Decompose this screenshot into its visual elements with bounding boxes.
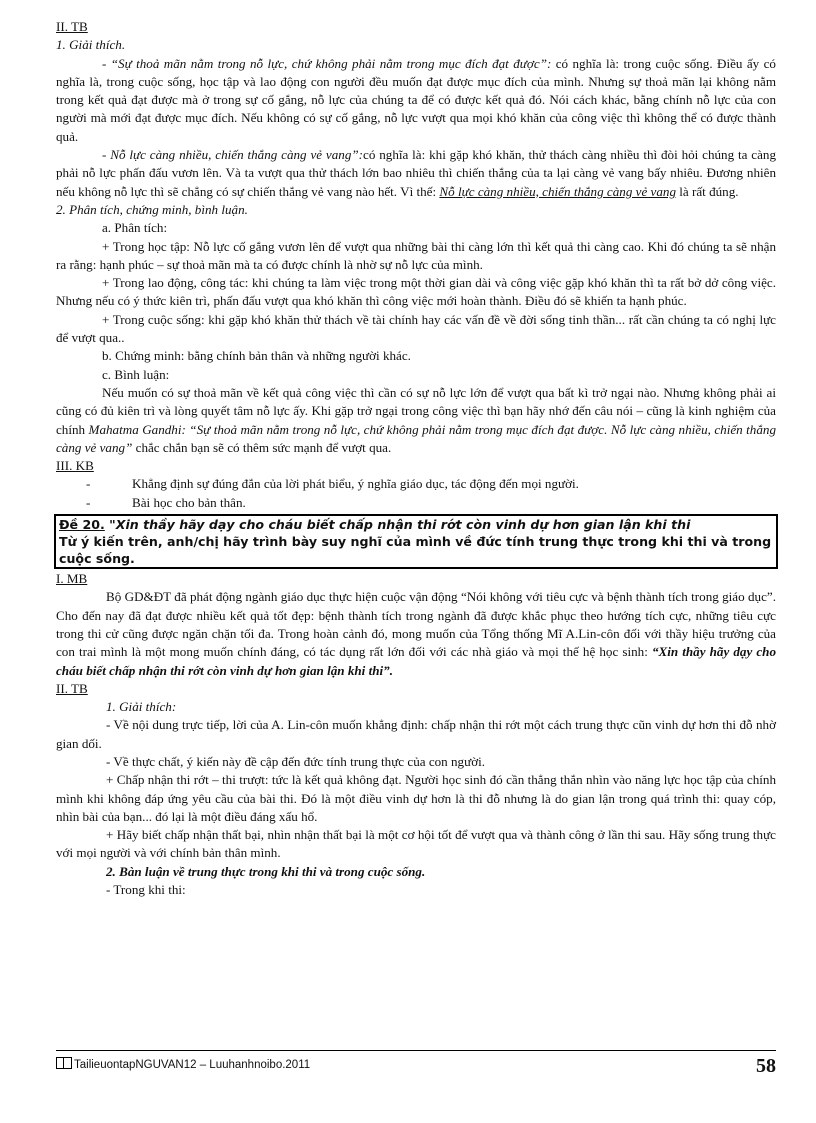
heading-giai-thich-2: 1. Giải thích: bbox=[106, 699, 177, 715]
paragraph-text: có nghĩa là: trong cuộc sống. Điều ấy có nghĩa là, trong cuộc sống, học tập và lao động con người đều muốn đạt được mục đích của mình. Nhưng sự thoả mãn lại không nằm trong kết quả đạt được mà ở trong sự cố gắng, nỗ lực của chúng ta để có được kết quả đó. Nói cách khác, bằng chính nỗ lực của con người mà mới đạt được mục đích. Nếu không có sự cố gắng, nỗ lực vượt qua mọi khó khăn của công việc thì không thể có được thành quả. bbox=[56, 55, 776, 144]
paragraph-text: chắc chắn bạn sẽ có thêm sức mạnh để vượt qua. bbox=[132, 439, 392, 455]
subheading-c: c. Bình luận: bbox=[102, 366, 170, 382]
paragraph-comment bbox=[56, 384, 776, 457]
emphasis-text: Nỗ lực càng nhiều, chiến thắng càng vẻ vang bbox=[439, 183, 676, 199]
page-footer bbox=[56, 1050, 776, 1081]
subheading-a: a. Phân tích: bbox=[102, 220, 168, 236]
paragraph-content-1: - Về nội dung trực tiếp, lời của A. Lin-côn muốn khẳng định: chấp nhận thi rớt một cách trung thực cũn vinh dự hơn thi đỗ nhờ gian dối. bbox=[56, 717, 776, 751]
book-icon bbox=[56, 1057, 72, 1069]
paragraph-analysis-2: + Trong lao động, công tác: khi chúng ta làm việc trong một thời gian dài và công việc gặp khó khăn thì ta rất bở dở công việc. Nhưng nếu có ý thức kiên trì, phấn đấu vượt qua khó khăn thì công việc mới hoàn thành. Điều đó sẽ khiến ta hạnh phúc. bbox=[56, 275, 776, 309]
list-item: - Bài học cho bản thân. bbox=[86, 494, 246, 510]
paragraph-explain-2 bbox=[56, 146, 776, 201]
quote-text: “Xin thầy hãy dạy cho cháu biết chấp nhận thi rớt còn vinh dự hơn gian lận khi thi”. bbox=[56, 644, 776, 678]
exam-question-box bbox=[54, 514, 778, 569]
paragraph-content-2: - Về thực chất, ý kiến này đề cập đến đức tính trung thực của con người. bbox=[106, 753, 486, 769]
quote-text: - Nỗ lực càng nhiều, chiến thắng càng vẻ vang”: bbox=[102, 147, 364, 163]
question-label: Đề 20. bbox=[59, 517, 105, 533]
paragraph-intro bbox=[56, 588, 776, 679]
paragraph-analysis-3: + Trong cuộc sống: khi gặp khó khăn thử thách về tài chính hay các vấn đề về đời sống tinh thần... rất cần chúng ta có nghị lực để vượt qua.. bbox=[56, 311, 776, 346]
paragraph-explain-1 bbox=[56, 55, 776, 146]
footer-source bbox=[56, 1057, 310, 1071]
footer-text: TailieuontapNGUVAN12 – Luuhanhnoibo.2011 bbox=[74, 1059, 311, 1071]
question-task: Từ ý kiến trên, anh/chị hãy trình bày suy nghĩ của mình về đức tính trung thực trong khi thi và trong cuộc sống. bbox=[59, 534, 772, 567]
section-title-tb-2: II. TB bbox=[56, 680, 88, 696]
paragraph-text: Nếu muốn có sự thoả mãn về kết quả công việc thì cần có sự nỗ lực lớn để vượt qua bất kì trở ngại nào. Nhưng không phải ai cũng có đủ kiên trì và lòng quyết tâm nỗ lực ấy. Khi gặp trở ngại trong công việc thì bạn hãy nhớ đến câu nói – cũng là kinh nghiệm của chính bbox=[56, 384, 776, 437]
paragraph-content-3: + Chấp nhận thi rớt – thi trượt: tức là kết quả không đạt. Người học sinh đó cần thẳng thắn nhìn vào năng lực học tập của chính mình khi không đáp ứng yêu cầu của bài thi. Đó là một điều vinh dự hơn là thi đỗ nhưng là do gian lận trong quá trình thi: quay cóp, nhìn bài của bạn... đó lại là một điều đáng xấu hổ. bbox=[56, 772, 776, 824]
section-title-mb: I. MB bbox=[56, 571, 88, 587]
list-item: - Khẳng định sự đúng đắn của lời phát biểu, ý nghĩa giáo dục, tác động đến mọi người. bbox=[86, 476, 579, 492]
paragraph-content-4: + Hãy biết chấp nhận thất bại, nhìn nhận thất bại là một cơ hội tốt để vượt qua và thành công ở lần thi sau. Hãy sống trung thực với mọi người và với chính bản thân mình. bbox=[56, 827, 776, 861]
section-title-kb: III. KB bbox=[56, 458, 94, 474]
heading-giai-thich: 1. Giải thích. bbox=[56, 37, 126, 53]
heading-ban-luan: 2. Bàn luận về trung thực trong khi thi và trong cuộc sống. bbox=[106, 863, 426, 879]
paragraph-analysis-1: + Trong học tập: Nỗ lực cố gắng vươn lên để vượt qua những bài thi càng lớn thì kết quả thi càng cao. Khi đó chúng ta sẽ nhận ra rằng: hạnh phúc – sự thoả mãn mà ta có được chính là nhờ sự nỗ lực của mình. bbox=[56, 238, 776, 272]
heading-phan-tich: 2. Phân tích, chứng minh, bình luận. bbox=[56, 201, 248, 217]
paragraph-text: là rất đúng. bbox=[676, 183, 739, 199]
page-number: 58 bbox=[756, 1055, 776, 1077]
section-title-tb: II. TB bbox=[56, 19, 88, 34]
quote-text: - “Sự thoả mãn nằm trong nỗ lực, chứ không phải nằm trong mục đích đạt được”: bbox=[102, 55, 552, 71]
paragraph-text: có nghĩa là: khi gặp khó khăn, thử thách càng nhiều thì đòi hỏi chúng ta càng phải nỗ lực phấn đấu vươn lên. Và ta vượt qua thử thách lớn bao nhiêu thì chiến thắng của ta lại càng vẻ vang bấy nhiêu. Đương nhiên nếu không nỗ lực thì sẽ chẳng có sự chiến thắng vẻ vang nào hết. Vì thế: bbox=[56, 147, 777, 199]
paragraph-content-5: - Trong khi thi: bbox=[106, 882, 186, 898]
subheading-b: b. Chứng minh: bằng chính bản thân và những người khác. bbox=[102, 348, 411, 364]
document-page bbox=[56, 18, 776, 899]
question-quote: "Xin thầy hãy dạy cho cháu biết chấp nhận thi rớt còn vinh dự hơn gian lận khi thi bbox=[104, 517, 691, 533]
paragraph-text: Bộ GD&ĐT đã phát động ngành giáo dục thực hiện cuộc vận động “Nói không với tiêu cực và bệnh thành tích trong giáo dục”. Cho đến nay đã đạt được nhiều kết quả tốt đẹp: bệnh thành tích trong ngành đã được khắc phục theo hướng tích cực, những tiêu cực trong thi cử cũng được ngăn chặn tối đa. Trong hoàn cảnh đó, mong muốn của Tổng thống Mĩ A.Lin-côn đối với thầy hiệu trưởng của con trai mình là một mong muốn chính đáng, có tác dụng rất lớn đối với các nhà giáo và mọi thế hệ học sinh: bbox=[56, 589, 776, 660]
quote-text: Mahatma Gandhi: “Sự thoả mãn nằm trong nỗ lực, chứ không phải nằm trong mục đích đạt được. Nỗ lực càng nhiều, chiến thắng càng vẻ vang” bbox=[56, 421, 776, 455]
